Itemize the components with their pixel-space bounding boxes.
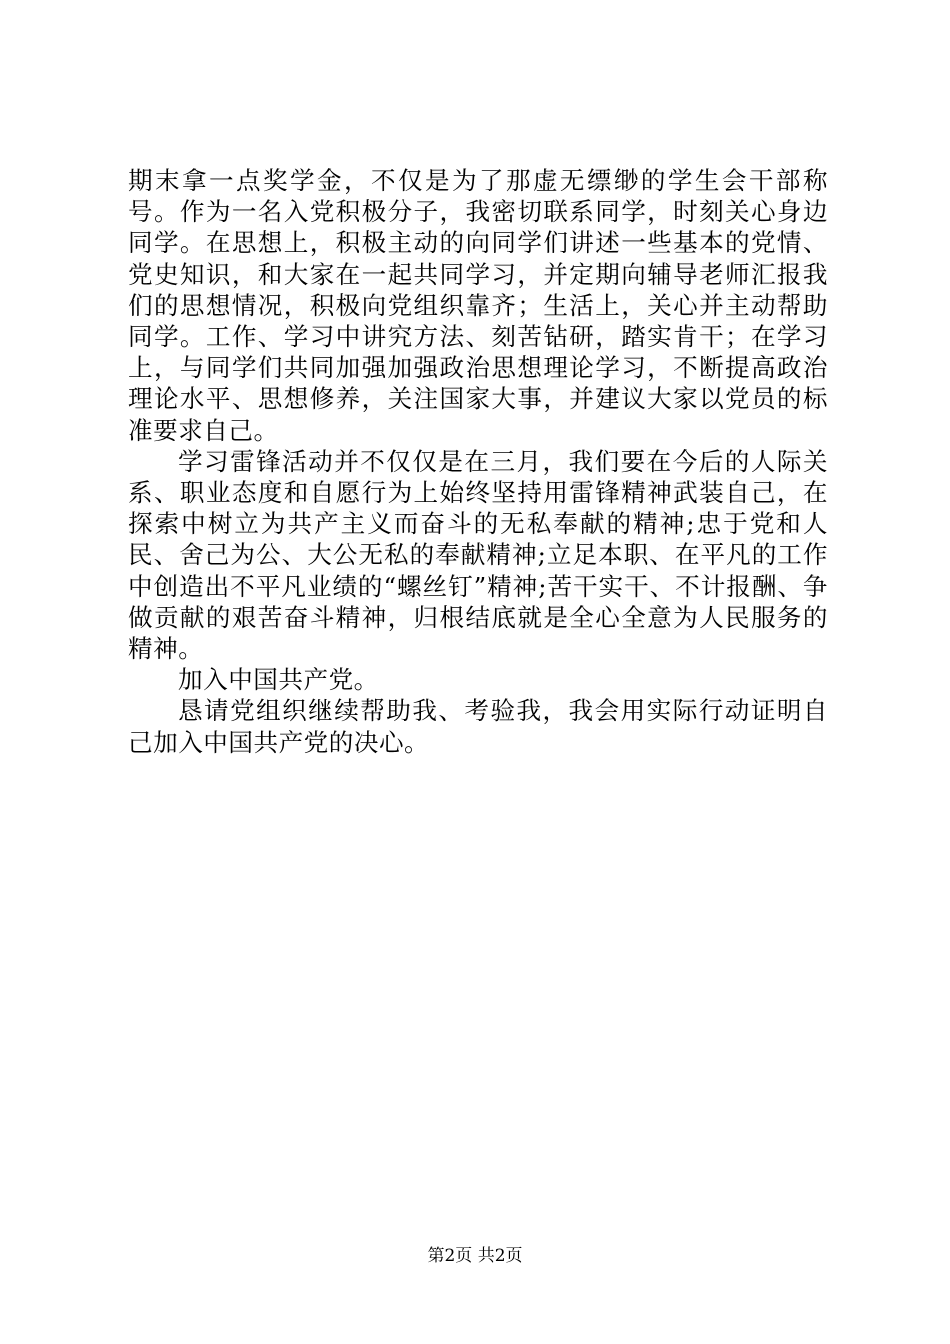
- page-number-footer: 第2页 共2页: [427, 1246, 523, 1266]
- paragraph-2: 学习雷锋活动并不仅仅是在三月，我们要在今后的人际关系、职业态度和自愿行为上始终坚持用雷锋精神武装自己，在探索中树立为共产主义而奋斗的无私奉献的精神;忠于党和人民、舍己为公、大公无私的奉献精神;立足本职、在平凡的工作中创造出不平凡业绩的“螺丝钉”精神;苦干实干、不计报酬、争做贡献的艰苦奋斗精神，归根结底就是全心全意为人民服务的精神。: [128, 446, 828, 664]
- paragraph-3: 加入中国共产党。: [178, 665, 379, 695]
- paragraph-1: 期末拿一点奖学金，不仅是为了那虚无缥缈的学生会干部称号。作为一名入党积极分子，我密切联系同学，时刻关心身边同学。在思想上，积极主动的向同学们讲述一些基本的党情、党史知识，和大家在一起共同学习，并定期向辅导老师汇报我们的思想情况，积极向党组织靠齐；生活上，关心并主动帮助同学。工作、学习中讲究方法、刻苦钻研，踏实肯干；在学习上，与同学们共同加强加强政治思想理论学习，不断提高政治理论水平、思想修养，关注国家大事，并建议大家以党员的标准要求自己。: [128, 166, 828, 445]
- document-body: [128, 165, 828, 758]
- paragraph-4: 恳请党组织继续帮助我、考验我，我会用实际行动证明自己加入中国共产党的决心。: [128, 696, 828, 757]
